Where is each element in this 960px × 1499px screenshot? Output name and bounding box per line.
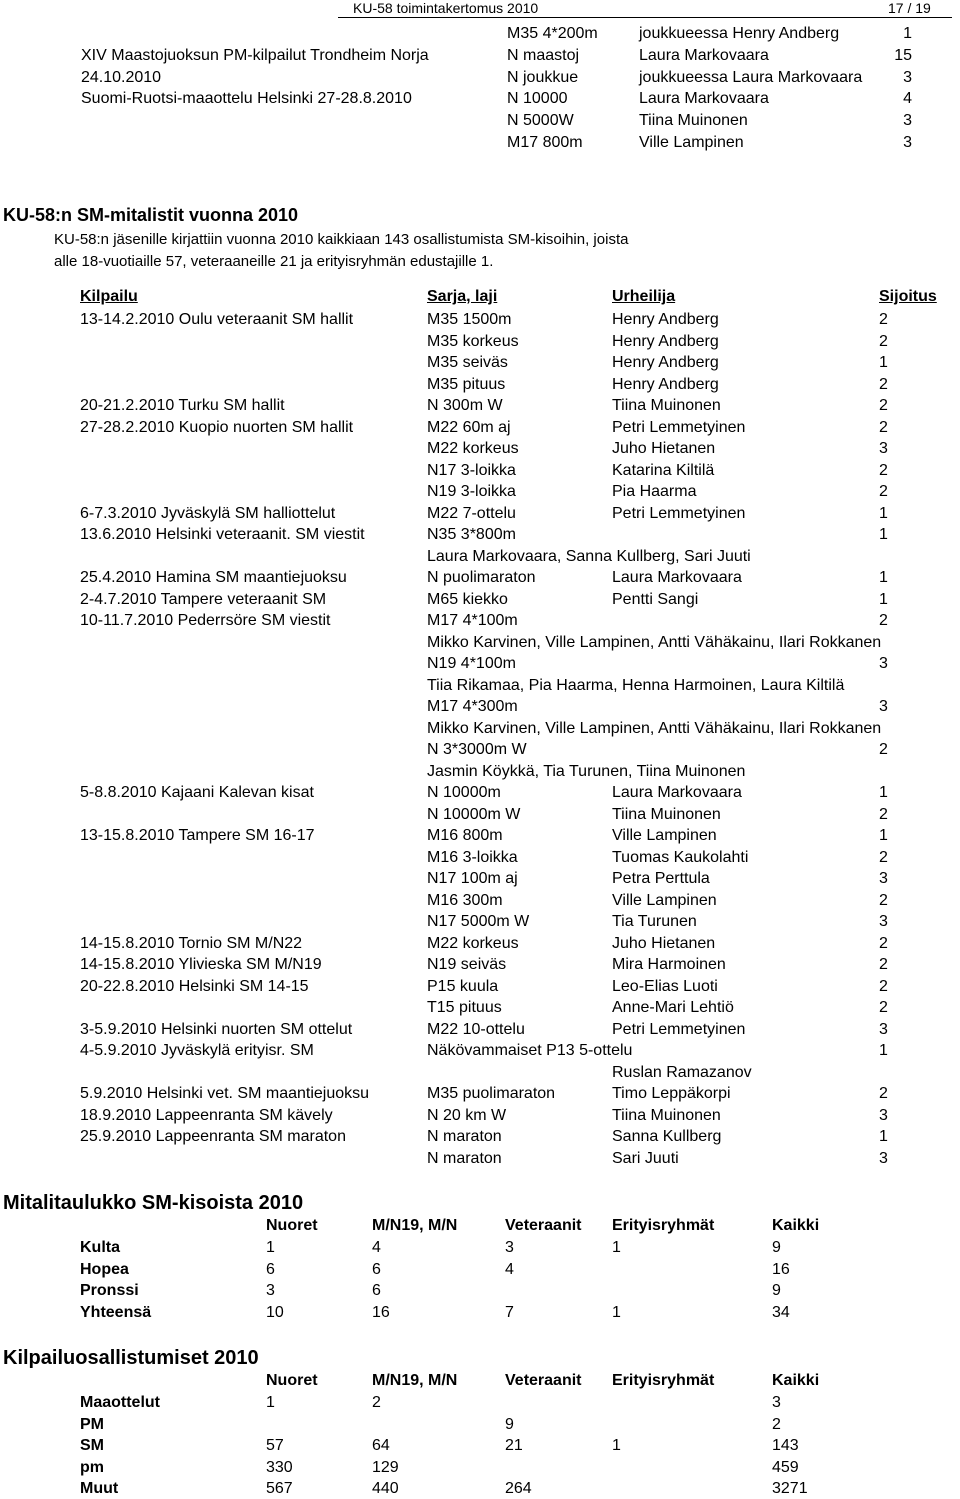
row-athlete: Pentti Sangi	[612, 590, 699, 608]
participation-heading: Kilpailuosallistumiset 2010	[3, 1347, 259, 1369]
top-athlete: joukkueessa Henry Andberg	[639, 25, 840, 42]
table-cell: 16	[772, 1260, 790, 1278]
row-athlete: Juho Hietanen	[612, 440, 716, 457]
row-series: N 10000m	[427, 784, 501, 801]
row-athlete: Ville Lampinen	[612, 891, 717, 909]
row-athlete: Petri Lemmetyinen	[612, 1020, 746, 1038]
page-number: 17 / 19	[888, 0, 931, 16]
row-athlete: Laura Markovaara	[612, 784, 742, 801]
row-series: M16 800m	[427, 827, 503, 844]
row-place: 1	[879, 526, 888, 543]
row-athlete: Sari Juuti	[612, 1149, 679, 1167]
row-athlete: Tiina Muinonen	[612, 397, 721, 414]
row-competition: 14-15.8.2010 Tornio SM M/N22	[80, 934, 303, 952]
table-cell: 264	[505, 1480, 532, 1497]
row-athlete: Henry Andberg	[612, 332, 719, 350]
table-column-header: Nuoret	[266, 1217, 318, 1234]
row-series: N35 3*800m	[427, 526, 516, 543]
row-athlete: Juho Hietanen	[612, 934, 716, 952]
table-row-label: Pronssi	[80, 1282, 139, 1299]
medalists-heading: KU-58:n SM-mitalistit vuonna 2010	[3, 205, 299, 225]
table-cell: 64	[372, 1437, 390, 1454]
top-series: M35 4*200m	[507, 25, 598, 42]
table-cell: 1	[612, 1239, 621, 1256]
row-series: N maraton	[427, 1128, 502, 1145]
row-series: Tiia Rikamaa, Pia Haarma, Henna Harmoinen, Laura Kiltilä	[427, 676, 845, 694]
table-cell: 129	[372, 1458, 399, 1476]
row-series: M17 4*300m	[427, 698, 518, 715]
row-athlete: Tiina Muinonen	[612, 805, 721, 823]
table-row-label: PM	[80, 1415, 104, 1433]
row-series: M22 korkeus	[427, 934, 519, 952]
table-column-header: Nuoret	[266, 1372, 318, 1389]
row-competition: 5.9.2010 Helsinki vet. SM maantiejuoksu	[80, 1085, 370, 1102]
row-athlete: Ville Lampinen	[612, 827, 717, 844]
table-row-label: Kulta	[80, 1239, 120, 1256]
row-series: N 10000m W	[427, 805, 521, 823]
column-header-series: Sarja, laji	[427, 288, 498, 305]
table-column-header: Kaikki	[772, 1217, 820, 1234]
row-competition: 25.9.2010 Lappeenranta SM maraton	[80, 1128, 346, 1145]
table-cell: 2	[372, 1394, 381, 1411]
row-place: 1	[879, 827, 888, 844]
row-place: 2	[879, 1085, 888, 1102]
row-series: Näkövammaiset P13 5-ottelu	[427, 1042, 633, 1059]
top-place: 15	[894, 47, 912, 64]
row-place: 2	[879, 332, 888, 350]
row-place: 1	[879, 569, 888, 586]
row-athlete: Henry Andberg	[612, 354, 719, 371]
table-row-label: Hopea	[80, 1260, 129, 1278]
row-competition: 13-14.2.2010 Oulu veteraanit SM hallit	[80, 311, 354, 328]
top-series: N joukkue	[507, 69, 579, 86]
top-series: N 5000W	[507, 112, 574, 129]
table-column-header: Kaikki	[772, 1372, 820, 1389]
table-cell: 440	[372, 1480, 399, 1497]
row-place: 2	[879, 311, 888, 328]
row-series: M22 60m aj	[427, 418, 511, 436]
row-series: M35 puolimaraton	[427, 1085, 556, 1102]
row-place: 3	[879, 1106, 888, 1124]
table-cell: 9	[772, 1239, 781, 1256]
top-competition: Suomi-Ruotsi-maaottelu Helsinki 27-28.8.2010	[81, 90, 412, 107]
row-athlete: Henry Andberg	[612, 311, 719, 328]
table-cell: 1	[612, 1303, 621, 1321]
table-cell: 1	[266, 1239, 275, 1256]
row-series: M22 korkeus	[427, 440, 519, 457]
column-header-competition: Kilpailu	[80, 288, 138, 305]
row-place: 2	[879, 891, 888, 909]
row-place: 2	[879, 375, 888, 393]
row-series: Laura Markovaara, Sanna Kullberg, Sari Juuti	[427, 547, 751, 565]
row-series: Jasmin Köykkä, Tia Turunen, Tiina Muinonen	[427, 762, 746, 780]
row-athlete: Henry Andberg	[612, 375, 719, 393]
row-series: N 20 km W	[427, 1106, 507, 1124]
row-series: N17 100m aj	[427, 870, 518, 887]
row-series: N19 seiväs	[427, 956, 507, 973]
row-athlete: Laura Markovaara	[612, 569, 742, 586]
row-competition: 14-15.8.2010 Ylivieska SM M/N19	[80, 956, 322, 973]
row-competition: 10-11.7.2010 Pederrsöre SM viestit	[80, 612, 331, 629]
row-series: N 3*3000m W	[427, 741, 527, 758]
row-place: 2	[879, 934, 888, 952]
top-athlete: Tiina Muinonen	[639, 112, 748, 129]
row-series: N puolimaraton	[427, 569, 536, 586]
table-cell: 3	[266, 1282, 275, 1299]
row-athlete: Ruslan Ramazanov	[612, 1063, 752, 1081]
row-series: M35 1500m	[427, 311, 512, 328]
row-place: 2	[879, 418, 888, 436]
table-cell: 7	[505, 1303, 514, 1321]
top-athlete: Ville Lampinen	[639, 134, 744, 151]
row-athlete: Tiina Muinonen	[612, 1106, 721, 1124]
row-place: 2	[879, 977, 888, 995]
row-place: 2	[879, 805, 888, 823]
row-series: M16 300m	[427, 891, 503, 909]
row-place: 2	[879, 848, 888, 866]
row-athlete: Leo-Elias Luoti	[612, 977, 718, 995]
row-competition: 6-7.3.2010 Jyväskylä SM halliottelut	[80, 504, 336, 522]
row-competition: 4-5.9.2010 Jyväskylä erityisr. SM	[80, 1042, 314, 1059]
row-place: 3	[879, 440, 888, 457]
row-place: 2	[879, 956, 888, 973]
table-cell: 21	[505, 1437, 523, 1454]
table-cell: 2	[772, 1415, 781, 1433]
table-cell: 6	[372, 1260, 381, 1278]
medal-table-heading: Mitalitaulukko SM-kisoista 2010	[3, 1192, 304, 1214]
table-cell: 459	[772, 1458, 799, 1476]
table-cell: 3	[505, 1239, 514, 1256]
top-athlete: Laura Markovaara	[639, 47, 769, 64]
row-place: 2	[879, 461, 888, 479]
row-place: 3	[879, 698, 888, 715]
row-competition: 18.9.2010 Lappeenranta SM kävely	[80, 1106, 333, 1124]
table-column-header: Erityisryhmät	[612, 1372, 715, 1389]
row-competition: 13-15.8.2010 Tampere SM 16-17	[80, 827, 315, 844]
table-column-header: Veteraanit	[505, 1217, 582, 1234]
medalists-intro-line-1: KU-58:n jäsenille kirjattiin vuonna 2010 kaikkiaan 143 osallistumista SM-kisoihin, joista	[54, 231, 629, 248]
row-series: Mikko Karvinen, Ville Lampinen, Antti Vähäkainu, Ilari Rokkanen	[427, 633, 882, 651]
row-series: N19 3-loikka	[427, 483, 516, 500]
row-athlete: Pia Haarma	[612, 483, 697, 500]
row-place: 2	[879, 741, 888, 758]
top-competition: 24.10.2010	[81, 69, 162, 86]
row-series: M35 korkeus	[427, 332, 519, 350]
table-cell: 567	[266, 1480, 293, 1497]
row-series: M35 seiväs	[427, 354, 508, 371]
row-series: P15 kuula	[427, 977, 499, 995]
row-place: 1	[879, 1128, 888, 1145]
top-place: 3	[903, 134, 912, 151]
header-divider	[338, 17, 952, 18]
top-place: 3	[903, 112, 912, 129]
row-series: N17 3-loikka	[427, 461, 516, 479]
row-athlete: Mira Harmoinen	[612, 956, 726, 973]
table-cell: 16	[372, 1303, 390, 1321]
row-place: 2	[879, 612, 888, 629]
column-header-place: Sijoitus	[879, 288, 937, 305]
top-place: 1	[903, 25, 912, 42]
row-athlete: Petri Lemmetyinen	[612, 504, 746, 522]
table-cell: 1	[266, 1394, 275, 1411]
table-row-label: Maaottelut	[80, 1394, 160, 1411]
row-series: M65 kiekko	[427, 590, 508, 608]
table-cell: 9	[505, 1415, 514, 1433]
row-series: T15 pituus	[427, 999, 502, 1016]
row-place: 1	[879, 354, 888, 371]
top-series: N 10000	[507, 90, 568, 107]
table-row-label: SM	[80, 1437, 104, 1454]
row-athlete: Tia Turunen	[612, 913, 697, 930]
row-athlete: Katarina Kiltilä	[612, 461, 715, 479]
top-competition: XIV Maastojuoksun PM-kilpailut Trondheim Norja	[81, 47, 429, 64]
top-place: 3	[903, 69, 912, 86]
table-column-header: Erityisryhmät	[612, 1217, 715, 1234]
row-place: 3	[879, 1149, 888, 1167]
top-athlete: joukkueessa Laura Markovaara	[639, 69, 863, 86]
row-competition: 20-22.8.2010 Helsinki SM 14-15	[80, 977, 309, 995]
row-place: 3	[879, 913, 888, 930]
medalists-intro-line-2: alle 18-vuotiaille 57, veteraaneille 21 ja erityisryhmän edustajille 1.	[54, 253, 494, 270]
row-series: M22 10-ottelu	[427, 1020, 525, 1038]
row-place: 3	[879, 1020, 888, 1038]
row-competition: 13.6.2010 Helsinki veteraanit. SM viestit	[80, 526, 365, 543]
row-series: M35 pituus	[427, 375, 506, 393]
table-column-header: M/N19, M/N	[372, 1372, 458, 1389]
row-competition: 20-21.2.2010 Turku SM hallit	[80, 397, 285, 414]
row-competition: 25.4.2010 Hamina SM maantiejuoksu	[80, 569, 347, 586]
row-series: N maraton	[427, 1149, 502, 1167]
top-place: 4	[903, 90, 912, 107]
table-cell: 4	[505, 1260, 514, 1278]
row-competition: 5-8.8.2010 Kajaani Kalevan kisat	[80, 784, 314, 801]
row-series: M17 4*100m	[427, 612, 518, 629]
row-place: 2	[879, 999, 888, 1016]
row-athlete: Petri Lemmetyinen	[612, 418, 746, 436]
row-competition: 2-4.7.2010 Tampere veteraanit SM	[80, 590, 327, 608]
table-row-label: Muut	[80, 1480, 119, 1497]
table-cell: 6	[372, 1282, 381, 1299]
row-athlete: Tuomas Kaukolahti	[612, 848, 749, 866]
table-cell: 330	[266, 1458, 293, 1476]
table-column-header: Veteraanit	[505, 1372, 582, 1389]
row-series: M22 7-ottelu	[427, 504, 516, 522]
row-place: 2	[879, 397, 888, 414]
table-row-label: pm	[80, 1458, 104, 1476]
table-cell: 4	[372, 1239, 381, 1256]
table-cell: 1	[612, 1437, 621, 1454]
top-athlete: Laura Markovaara	[639, 90, 769, 107]
column-header-athlete: Urheilija	[612, 288, 676, 305]
row-series: N 300m W	[427, 397, 503, 414]
table-cell: 34	[772, 1303, 790, 1321]
row-place: 1	[879, 1042, 888, 1059]
top-series: M17 800m	[507, 134, 583, 151]
row-series: M16 3-loikka	[427, 848, 518, 866]
row-athlete: Anne-Mari Lehtiö	[612, 999, 734, 1016]
row-place: 3	[879, 870, 888, 887]
table-cell: 10	[266, 1303, 284, 1321]
row-place: 1	[879, 784, 888, 801]
table-cell: 57	[266, 1437, 284, 1454]
top-series: N maastoj	[507, 47, 580, 64]
table-cell: 9	[772, 1282, 781, 1299]
table-column-header: M/N19, M/N	[372, 1217, 458, 1234]
table-cell: 143	[772, 1437, 799, 1454]
row-athlete: Sanna Kullberg	[612, 1128, 722, 1145]
page-header-title: KU-58 toimintakertomus 2010	[353, 0, 539, 16]
table-cell: 3	[772, 1394, 781, 1411]
row-competition: 3-5.9.2010 Helsinki nuorten SM ottelut	[80, 1020, 353, 1038]
row-athlete: Timo Leppäkorpi	[612, 1085, 731, 1102]
row-place: 1	[879, 590, 888, 608]
row-competition: 27-28.2.2010 Kuopio nuorten SM hallit	[80, 418, 354, 436]
table-row-label: Yhteensä	[80, 1303, 152, 1321]
row-place: 1	[879, 504, 888, 522]
table-cell: 6	[266, 1260, 275, 1278]
row-athlete: Petra Perttula	[612, 870, 710, 887]
row-series: N19 4*100m	[427, 655, 516, 672]
row-place: 3	[879, 655, 888, 672]
table-cell: 3271	[772, 1480, 808, 1497]
row-series: Mikko Karvinen, Ville Lampinen, Antti Vähäkainu, Ilari Rokkanen	[427, 719, 882, 737]
row-series: N17 5000m W	[427, 913, 530, 930]
row-place: 2	[879, 483, 888, 500]
